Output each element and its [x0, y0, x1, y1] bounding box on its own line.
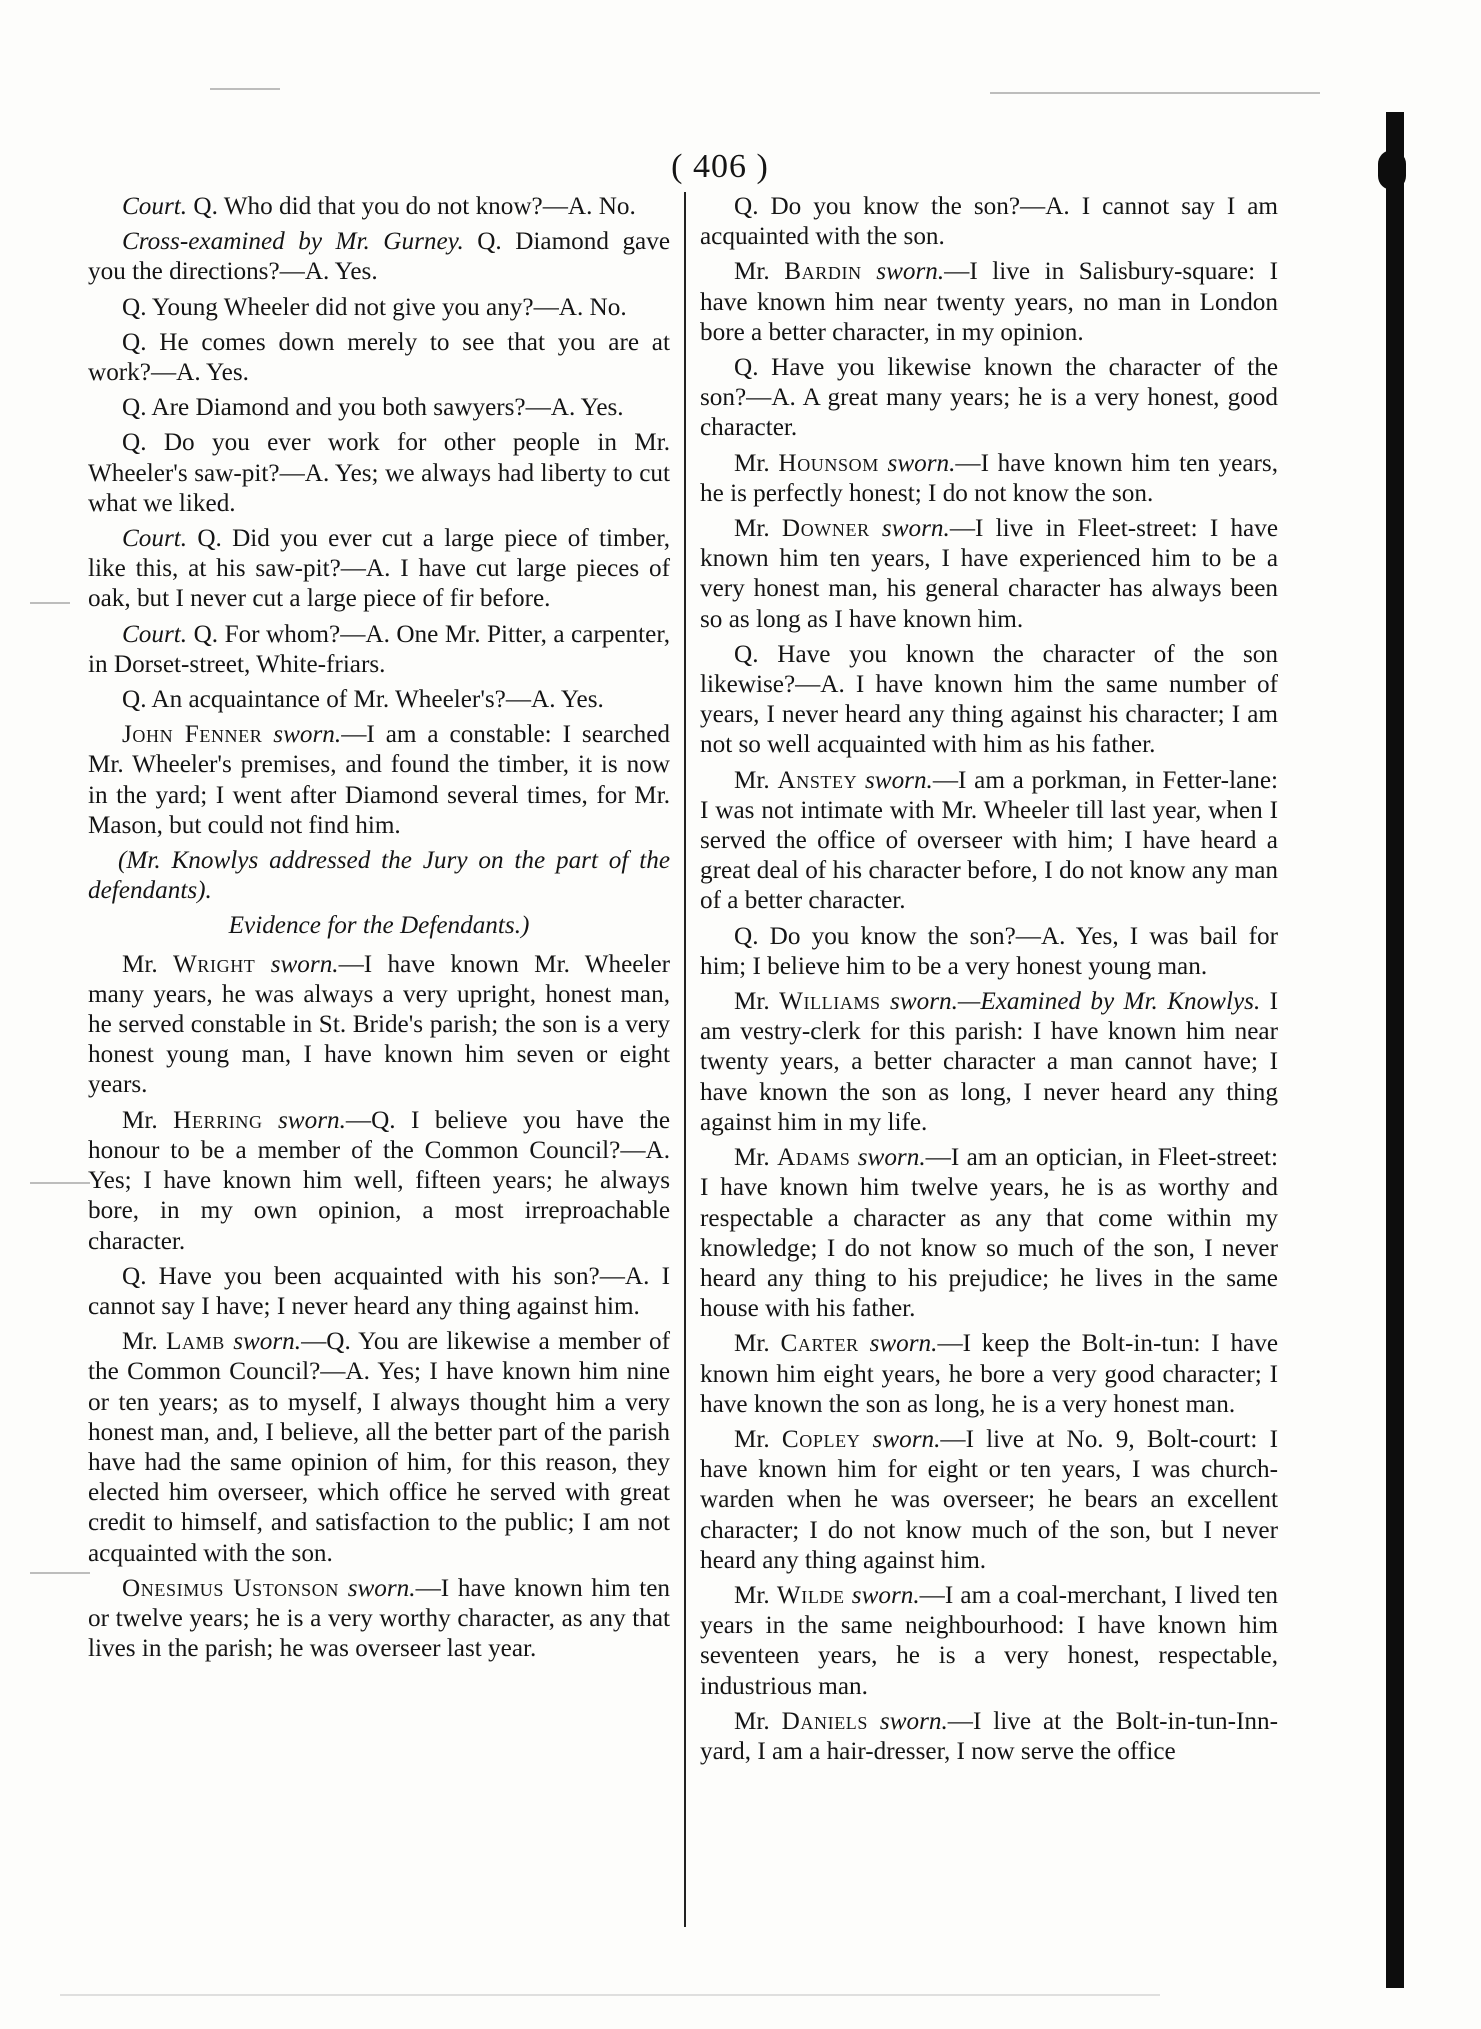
- exchange-text: Q. Diamond gave you the directions?—A. Yes.: [88, 228, 670, 286]
- witness-name: Lamb: [166, 1328, 225, 1356]
- exchange-text: Q. Have you likewise known the character of the son?—A. A great many years; he is a very honest, good character.: [700, 354, 1278, 442]
- speaker-label: Cross-examined by Mr. Gurney.: [122, 228, 464, 256]
- question-answer: [700, 353, 1278, 444]
- witness-testimony: [88, 1574, 670, 1665]
- question-answer: [88, 328, 670, 388]
- witness-name: Downer: [781, 515, 870, 543]
- exchange-text: Q. He comes down merely to see that you are at work?—A. Yes.: [88, 328, 670, 387]
- question-answer: [88, 293, 670, 323]
- testimony-text: —I live in Fleet-street: I have known him ten years, I have experienced him to be a very honest man, his general character has always been so as long as I have known him.: [700, 515, 1279, 633]
- court-note: (Mr. Knowlys addressed the Jury on the part of the defendants).: [88, 847, 670, 905]
- sworn-label: sworn.: [347, 1574, 416, 1602]
- witness-testimony: [700, 987, 1278, 1138]
- question-answer: [88, 428, 670, 519]
- testimony-text: —I have known him ten or twelve years; he is a very worthy character, as any that lives in the parish; he was overseer last year.: [88, 1574, 671, 1663]
- exchange-text: Q. Are Diamond and you both sawyers?—A. Yes.: [122, 394, 624, 422]
- margin-speck: [210, 88, 280, 90]
- witness-title: Mr.: [122, 1106, 158, 1134]
- question-answer: [88, 685, 670, 715]
- witness-title: Mr.: [122, 1328, 158, 1356]
- testimony-text: —I am a coal-merchant, I lived ten years in the same neighbourhood: I have known him seventeen years, he is a very honest, respectable, industrious man.: [700, 1581, 1278, 1700]
- testimony-text: —I am an optician, in Fleet-street: I have known him twelve years, he is as worthy and respectable a character as any that come within my knowledge; I do not know so much of the son, I never heard any thing to his prejudice; he lives in the same house with his father.: [700, 1144, 1279, 1323]
- page-number: ( 406 ): [671, 148, 769, 185]
- section-heading: Evidence for the Defendants.): [228, 912, 530, 940]
- margin-speck: [60, 1994, 1160, 1996]
- witness-name: Bardin: [784, 258, 862, 286]
- witness-name: Carter: [780, 1330, 859, 1358]
- column-rule: [684, 192, 686, 1927]
- sworn-label: sworn.: [270, 950, 339, 978]
- exchange-text: Q. An acquaintance of Mr. Wheeler's?—A. Yes.: [122, 686, 604, 714]
- margin-speck: [30, 602, 70, 604]
- witness-name: Adams: [777, 1144, 851, 1172]
- margin-speck: [30, 1572, 90, 1574]
- witness-testimony: [700, 257, 1278, 348]
- sworn-label: sworn.: [864, 766, 933, 794]
- sworn-label: sworn.: [879, 1707, 948, 1735]
- witness-title: Mr.: [734, 988, 770, 1016]
- witness-testimony: [700, 1707, 1278, 1767]
- question-answer: [88, 393, 670, 423]
- witness-title: Mr.: [734, 1330, 770, 1358]
- margin-speck: [30, 1182, 90, 1184]
- witness-testimony: [88, 720, 670, 841]
- sworn-label: sworn.: [887, 449, 956, 477]
- testimony-text: —I live at the Bolt-in-tun-Inn-yard, I am a hair-dresser, I now serve the office: [700, 1707, 1278, 1765]
- sworn-label: sworn.: [851, 1581, 920, 1609]
- binding-edge-shadow: [1386, 112, 1404, 1988]
- exchange-text: Q. Do you know the son?—A. I cannot say I am acquainted with the son.: [700, 193, 1278, 251]
- exchange-text: Q. Do you ever work for other people in Mr. Wheeler's saw-pit?—A. Yes; we always had liberty to cut what we liked.: [88, 429, 670, 517]
- witness-testimony: [700, 514, 1278, 635]
- exchange-text: Q. Young Wheeler did not give you any?—A. No.: [122, 293, 627, 321]
- exchange-text: Q. Did you ever cut a large piece of timber, like this, at his saw-pit?—A. I have cut large pieces of oak, but I never cut a large piece of fir before.: [88, 525, 670, 613]
- witness-title: Mr.: [734, 1581, 770, 1609]
- sworn-label: sworn.: [278, 1106, 346, 1134]
- testimony-text: —I live at No. 9, Bolt-court: I have known him for eight or ten years, I was church-warden when he was overseer; he bears an excellent character; I do not know much of the son, but I never heard any thing against him.: [700, 1425, 1278, 1574]
- speaker-label: Court.: [122, 193, 188, 220]
- witness-name: Daniels: [781, 1707, 868, 1735]
- question-answer: [88, 1262, 670, 1322]
- exchange-text: Q. For whom?—A. One Mr. Pitter, a carpenter, in Dorset-street, White-friars.: [88, 620, 670, 678]
- exchange-text: Q. Do you know the son?—A. Yes, I was bail for him; I believe him to be a very honest young man.: [700, 922, 1278, 980]
- witness-testimony: [700, 1329, 1278, 1420]
- sworn-label: sworn.: [890, 988, 958, 1016]
- witness-title: Mr.: [734, 1707, 770, 1735]
- testimony-text: —I have known him ten years, he is perfectly honest; I do not know the son.: [700, 449, 1278, 507]
- witness-testimony: [700, 1143, 1278, 1324]
- witness-title: Mr.: [734, 1425, 770, 1453]
- witness-name: Herring: [173, 1106, 263, 1134]
- question-answer: [700, 922, 1278, 982]
- left-column: [88, 192, 670, 1969]
- sworn-label: sworn.: [857, 1144, 926, 1172]
- witness-title: Mr.: [122, 950, 158, 978]
- sworn-label: sworn.: [881, 515, 950, 543]
- witness-testimony: [88, 1106, 670, 1257]
- exchange-text: Q. Who did that you do not know?—A. No.: [187, 193, 636, 220]
- question-answer: [700, 192, 1278, 252]
- witness-title: Mr.: [734, 449, 770, 477]
- witness-name: Anstey: [777, 766, 858, 794]
- witness-name: John Fenner: [122, 721, 263, 749]
- speaker-label: Court.: [122, 620, 188, 648]
- testimony-text: —I live in Salisbury-square: I have known him near twenty years, no man in London bore a better character, in my opinion.: [700, 258, 1279, 346]
- witness-testimony: [88, 1327, 670, 1569]
- witness-testimony: [700, 1425, 1278, 1576]
- witness-testimony: [88, 950, 670, 1101]
- margin-speck: [990, 92, 1320, 94]
- sworn-label: sworn.: [876, 258, 945, 286]
- witness-testimony: [700, 1581, 1278, 1702]
- examined-by: —Examined by Mr. Knowlys.: [957, 988, 1261, 1016]
- testimony-text: —I have known Mr. Wheeler many years, he was always a very upright, honest man, he served constable in St. Bride's parish; the son is a very honest young man, I have known him seven or eight years.: [88, 950, 671, 1099]
- testimony-text: —I keep the Bolt-in-tun: I have known him eight years, he bore a very good character; I have known the son as long, he is a very honest man.: [700, 1330, 1279, 1418]
- testimony-text: I am vestry-clerk for this parish: I have known him near twenty years, a better character a man cannot have; I have known the son as long, I never heard any thing against him in my life.: [700, 988, 1279, 1136]
- sworn-label: sworn.: [233, 1328, 302, 1356]
- witness-name: Onesimus Ustonson: [122, 1574, 339, 1602]
- testimony-text: —I am a porkman, in Fetter-lane: I was not intimate with Mr. Wheeler till last year, when I served the office of overseer with him; I have heard a great deal of his character before, I do not know any man of a better character.: [700, 766, 1279, 915]
- witness-name: Hounsom: [778, 449, 879, 477]
- witness-name: Wilde: [776, 1581, 845, 1609]
- witness-title: Mr.: [734, 1144, 770, 1172]
- question-answer: [88, 227, 670, 287]
- sworn-label: sworn.: [872, 1425, 941, 1453]
- question-answer: [88, 192, 670, 222]
- witness-name: Copley: [781, 1425, 861, 1453]
- witness-name: Williams: [779, 988, 881, 1016]
- witness-testimony: [700, 449, 1278, 509]
- exchange-text: Q. Have you been acquainted with his son?—A. I cannot say I have; I never heard any thing against him.: [88, 1262, 670, 1320]
- question-answer: [88, 524, 670, 615]
- witness-testimony: [700, 766, 1278, 917]
- sworn-label: sworn.: [273, 721, 342, 749]
- testimony-text: —Q. You are likewise a member of the Common Council?—A. Yes; I have known him nine or ten years; as to myself, I always thought him a very honest man, and, I believe, all the better part of the parish have had the same opinion of him, for this reason, they elected him overseer, which office he served with great credit to himself, and satisfaction to the public; I am not acquainted with the son.: [88, 1328, 671, 1567]
- sworn-label: sworn.: [869, 1330, 938, 1358]
- witness-title: Mr.: [734, 258, 770, 286]
- testimony-text: —I am a constable: I searched Mr. Wheeler's premises, and found the timber, it is now in the yard; I went after Diamond several times, for Mr. Mason, but could not find him.: [88, 721, 671, 839]
- witness-title: Mr.: [734, 515, 770, 543]
- exchange-text: Q. Have you known the character of the son likewise?—A. I have known him the same number of years, I never heard any thing against his character; I am not so well acquainted with him as his father.: [700, 640, 1278, 759]
- witness-name: Wright: [173, 950, 256, 978]
- testimony-text: —Q. I believe you have the honour to be a member of the Common Council?—A. Yes; I have known him well, fifteen years; he always bore, in my own opinion, a most irreproachable character.: [88, 1106, 671, 1255]
- witness-title: Mr.: [734, 766, 770, 794]
- question-answer: [88, 620, 670, 680]
- speaker-label: Court.: [122, 525, 188, 553]
- question-answer: [700, 640, 1278, 761]
- right-column: [700, 192, 1278, 1969]
